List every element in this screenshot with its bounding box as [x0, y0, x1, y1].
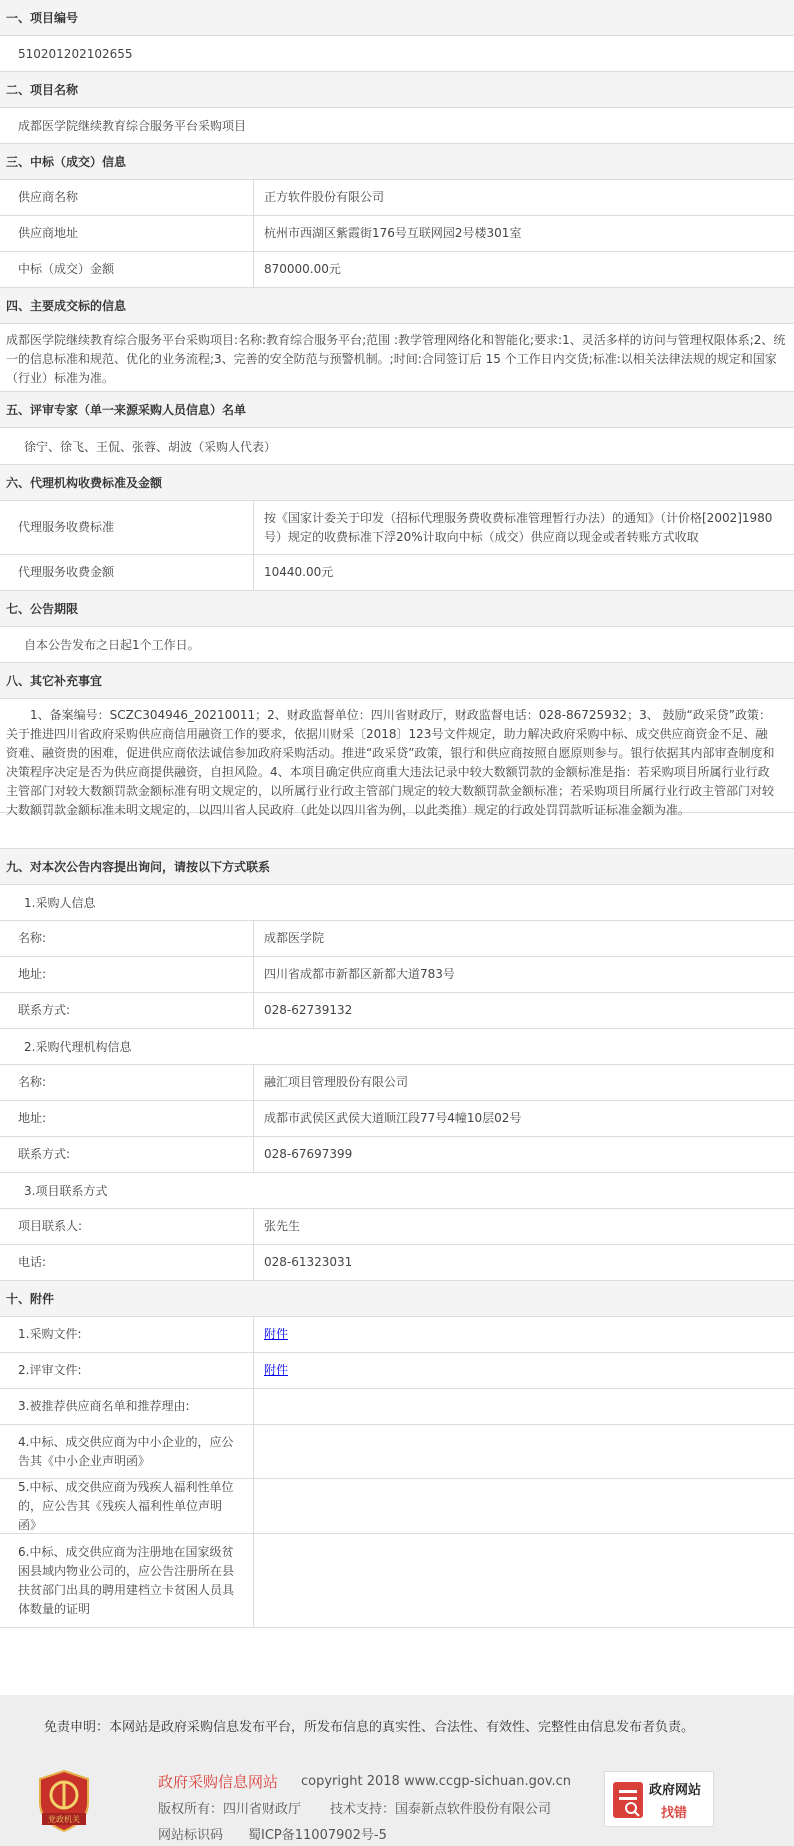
copyright-owner: 版权所有：四川省财政厅 — [158, 1802, 302, 1817]
contact-row-person — [0, 1209, 794, 1245]
field-value: 028-67697399 — [264, 1147, 353, 1161]
site-identifier-label: 网站标识码 — [158, 1828, 224, 1843]
attachment-row-sme-declaration — [0, 1425, 794, 1479]
field-value — [254, 1317, 794, 1352]
field-label: 2.评审文件: — [0, 1353, 254, 1388]
section-title-attachments: 十、附件 — [0, 1281, 794, 1317]
section-title-supplementary: 八、其它补充事宜 — [0, 663, 794, 699]
field-label: 名称: — [0, 921, 254, 956]
section-title-experts: 五、评审专家（单一来源采购人员信息）名单 — [0, 392, 794, 428]
field-value: 杭州市西湖区紫霞街176号互联网园2号楼301室 — [264, 226, 522, 240]
attachment-row-review-file — [0, 1353, 794, 1389]
site-name-link[interactable]: 政府采购信息网站 — [158, 1773, 279, 1791]
field-label: 地址: — [0, 1101, 254, 1136]
field-value: 四川省成都市新都区新都大道783号 — [264, 967, 455, 981]
badge-label: 党政机关 — [48, 1815, 80, 1824]
field-label: 供应商地址 — [0, 216, 254, 251]
site-footer — [0, 1695, 794, 1846]
field-label: 代理服务收费金额 — [0, 555, 254, 590]
agency-row-phone — [0, 1137, 794, 1173]
report-error-icon — [611, 1780, 645, 1820]
field-value — [254, 1389, 794, 1424]
winner-row-supplier-address — [0, 216, 794, 252]
field-label: 中标（成交）金额 — [0, 252, 254, 287]
agency-row-address — [0, 1101, 794, 1137]
buyer-info-title: 1.采购人信息 — [0, 885, 794, 921]
disclaimer-text: 免责申明：本网站是政府采购信息发布平台，所发布信息的真实性、合法性、有效性、完整性由信息发布者负责。 — [44, 1720, 695, 1735]
section-title-main-object: 四、主要成交标的信息 — [0, 288, 794, 324]
attachment-row-recommended-suppliers — [0, 1389, 794, 1425]
section-title-notice-period: 七、公告期限 — [0, 591, 794, 627]
section-title-project-name: 二、项目名称 — [0, 72, 794, 108]
supplementary-text: 1、备案编号：SCZC304946_20210011；2、财政监督单位：四川省财政厅，财政监督电话：028-86725932；3、 鼓励“政采贷”政策：关于推进四川省政府采购供应商信用融资工作的要求，依据川财采〔2018〕123号文件规定，助力解决政府采购中标、成交供应商资金不足、融资难、融资贵的困难，促进供应商依法诚信参加政府采购活动。推进“政采贷”政策，银行和供应商按照自愿原则参与。银行依据其内部审查制度和决策程序决定是否为供应商提供融资，自担风险。4、本项目确定供应商重大违法记录中较大数额罚款的金额标准是指：若采购项目所属行业行政主管部门对较大数额罚款金额标准有明文规定的，以所属行业行政主管部门规定的较大数额罚款金额标准；若采购项目所属行业行政主管部门对较大数额罚款金额标准未明文规定的，以四川省人民政府（此处以四川省为例，以此类推）规定的行政处罚罚款听证标准金额为准。 — [0, 699, 794, 813]
field-value: 028-61323031 — [264, 1255, 353, 1269]
field-value: 正方软件股份有限公司 — [264, 190, 385, 204]
main-object-description: 成都医学院继续教育综合服务平台采购项目:名称:教育综合服务平台;范围 :教学管理网络化和智能化;要求:1、灵活多样的访问与管理权限体系;2、统一的信息标准和规范、优化的业务流程;3、完善的安全防范与预警机制。;时间:合同签订后 15 个工作日内交货;标准:以相关法律法规的规定和国家（行业）标准为准。 — [0, 324, 794, 392]
attachment-row-procurement-file — [0, 1317, 794, 1353]
buyer-row-address — [0, 957, 794, 993]
field-value: 成都市武侯区武侯大道顺江段77号4幢10层02号 — [264, 1111, 522, 1125]
attachment-row-poverty-certificate — [0, 1534, 794, 1628]
report-error-line2: 找错 — [661, 1806, 688, 1821]
attachment-link-review-file[interactable]: 附件 — [264, 1363, 289, 1377]
field-label: 电话: — [0, 1245, 254, 1280]
report-error-button[interactable] — [604, 1771, 714, 1827]
buyer-row-phone — [0, 993, 794, 1029]
project-contact-title: 3.项目联系方式 — [0, 1173, 794, 1209]
section-title-contact: 九、对本次公告内容提出询问，请按以下方式联系 — [0, 849, 794, 885]
section-title-winner-info: 三、中标（成交）信息 — [0, 144, 794, 180]
winner-row-supplier-name — [0, 180, 794, 216]
party-government-badge[interactable] — [36, 1769, 92, 1833]
report-error-line1: 政府网站 — [649, 1783, 702, 1798]
field-label: 6.中标、成交供应商为注册地在国家级贫困县域内物业公司的，应公告注册所在县扶贫部门出具的聘用建档立卡贫困人员具体数量的证明 — [0, 1534, 254, 1627]
field-label: 联系方式: — [0, 993, 254, 1028]
field-value: 028-62739132 — [264, 1003, 353, 1017]
agency-row-name — [0, 1065, 794, 1101]
field-label: 联系方式: — [0, 1137, 254, 1172]
badge-emblem-icon — [36, 1769, 92, 1833]
field-label: 代理服务收费标准 — [0, 501, 254, 554]
field-value: 张先生 — [264, 1219, 301, 1233]
field-label: 地址: — [0, 957, 254, 992]
field-label: 供应商名称 — [0, 180, 254, 215]
field-value: 成都医学院 — [264, 931, 325, 945]
field-label: 项目联系人: — [0, 1209, 254, 1244]
field-value: 按《国家计委关于印发（招标代理服务费收费标准管理暂行办法）的通知》（计价格[2002]1980号）规定的收费标准下浮20%计取向中标（成交）供应商以现金或者转账方式收取 — [264, 510, 773, 544]
experts-list: 徐宁、徐飞、王侃、张蓉、胡波（采购人代表） — [0, 428, 794, 465]
field-value: 融汇项目管理股份有限公司 — [264, 1075, 409, 1089]
field-value — [254, 1353, 794, 1388]
agency-info-title: 2.采购代理机构信息 — [0, 1029, 794, 1065]
winner-row-amount — [0, 252, 794, 288]
field-label: 5.中标、成交供应商为残疾人福利性单位的，应公告其《残疾人福利性单位声明函》 — [0, 1479, 254, 1533]
field-label: 4.中标、成交供应商为中小企业的，应公告其《中小企业声明函》 — [0, 1425, 254, 1478]
notice-period-text: 自本公告发布之日起1个工作日。 — [0, 627, 794, 663]
field-value: 10440.00元 — [264, 565, 334, 579]
field-label: 1.采购文件: — [0, 1317, 254, 1352]
attachment-link-procurement-file[interactable]: 附件 — [264, 1327, 289, 1341]
section-title-agency-fees: 六、代理机构收费标准及金额 — [0, 465, 794, 501]
fee-row-standard — [0, 501, 794, 555]
field-value — [254, 1534, 794, 1627]
buyer-row-name — [0, 921, 794, 957]
copyright-text: copyright 2018 www.ccgp-sichuan.gov.cn — [301, 1774, 572, 1789]
field-label: 名称: — [0, 1065, 254, 1100]
attachment-row-disability-declaration — [0, 1479, 794, 1534]
fee-row-amount — [0, 555, 794, 591]
technical-support: 技术支持：国泰新点软件股份有限公司 — [330, 1802, 552, 1817]
icp-record-number[interactable]: 蜀ICP备11007902号-5 — [248, 1828, 387, 1843]
field-value: 870000.00元 — [264, 262, 341, 276]
section-title-project-number: 一、项目编号 — [0, 0, 794, 36]
project-name-value: 成都医学院继续教育综合服务平台采购项目 — [0, 108, 794, 144]
field-value — [254, 1425, 794, 1478]
contact-row-phone — [0, 1245, 794, 1281]
field-value — [254, 1479, 794, 1533]
project-number-value: 510201202102655 — [0, 36, 794, 72]
field-label: 3.被推荐供应商名单和推荐理由: — [0, 1389, 254, 1424]
